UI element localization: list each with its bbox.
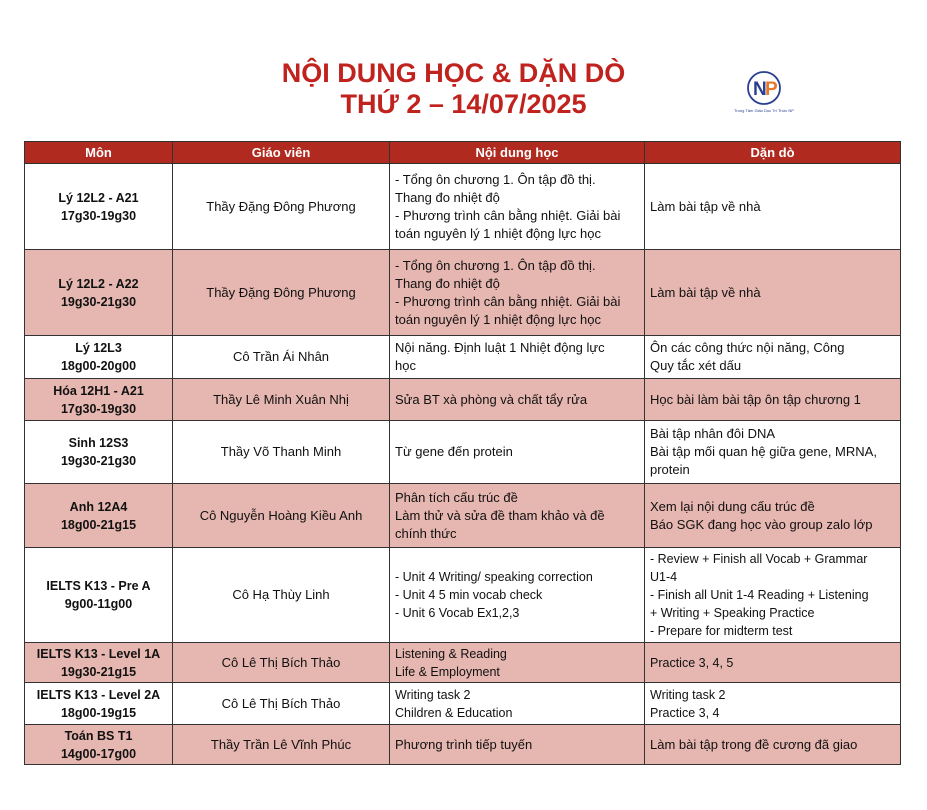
np-logo (734, 68, 798, 118)
table-row (25, 250, 901, 336)
subject-cell (25, 379, 173, 421)
teacher-cell: Thầy Lê Minh Xuân Nhị (173, 379, 390, 421)
subject-time: 18g00-19g15 (60, 705, 137, 720)
table-row (25, 643, 901, 683)
header-teacher: Giáo viên (173, 142, 390, 164)
content-line: Thang đo nhiệt độ (395, 275, 500, 291)
teacher-cell: Thầy Trần Lê Vĩnh Phúc (173, 725, 390, 765)
teacher-cell: Thầy Võ Thanh Minh (173, 421, 390, 484)
subject-time: 17g30-19g30 (60, 401, 137, 416)
content-line: toán nguyên lý 1 nhiệt động lực học (395, 311, 602, 327)
table-row (25, 683, 901, 725)
table-header-row (25, 142, 901, 164)
subject-cell (25, 643, 173, 683)
teacher-cell: Thầy Đặng Đông Phương (173, 164, 390, 250)
homework-line: Làm bài tập trong đề cương đã giao (650, 736, 858, 752)
subject-time: 9g00-11g00 (64, 597, 133, 611)
subject-time: 19g30-21g30 (60, 294, 137, 309)
table-row (25, 336, 901, 379)
subject-name: Lý 12L2 - A22 (58, 276, 139, 291)
homework-line: Bài tập mối quan hệ giữa gene, MRNA, (650, 444, 877, 459)
subject-cell (25, 548, 173, 643)
content-line: Thang đo nhiệt độ (395, 189, 500, 205)
svg-text:P: P (765, 79, 778, 100)
teacher-cell: Cô Lê Thị Bích Thảo (173, 683, 390, 725)
content-cell (390, 250, 645, 336)
svg-text:N: N (753, 79, 767, 100)
content-line: Sửa BT xà phòng và chất tẩy rửa (395, 391, 588, 407)
homework-line: Quy tắc xét dấu (650, 358, 742, 373)
content-cell (390, 421, 645, 484)
content-line: - Phương trình cân bằng nhiệt. Giải bài (395, 293, 621, 309)
homework-line: U1-4 (650, 570, 678, 584)
table-row (25, 421, 901, 484)
subject-time: 18g00-20g00 (60, 359, 137, 373)
content-line: Từ gene đến protein (395, 444, 513, 459)
homework-cell (645, 643, 901, 683)
content-cell (390, 336, 645, 379)
content-cell (390, 683, 645, 725)
content-line: Nội năng. Định luật 1 Nhiệt động lực (395, 340, 605, 355)
content-line: Phương trình tiếp tuyến (395, 736, 533, 752)
subject-time: 14g00-17g00 (60, 746, 137, 761)
content-cell (390, 379, 645, 421)
subject-name: Toán BS T1 (64, 728, 133, 743)
subject-cell (25, 164, 173, 250)
homework-line: Practice 3, 4, 5 (650, 655, 734, 670)
subject-name: Lý 12L3 (75, 341, 122, 355)
header-subject: Môn (25, 142, 173, 164)
content-line: Children & Education (395, 705, 513, 720)
homework-line: protein (650, 462, 690, 477)
title-line-1: NỘI DUNG HỌC & DẶN DÒ (281, 58, 626, 88)
teacher-cell: Cô Hạ Thùy Linh (173, 548, 390, 643)
content-line: toán nguyên lý 1 nhiệt động lực học (395, 225, 602, 241)
title-line-2: THỨ 2 – 14/07/2025 (340, 89, 587, 119)
subject-cell (25, 421, 173, 484)
homework-cell (645, 548, 901, 643)
subject-time: 19g30-21g15 (60, 664, 137, 679)
header-homework: Dặn dò (645, 142, 901, 164)
homework-cell (645, 250, 901, 336)
homework-line: Ôn các công thức nội năng, Công (650, 340, 845, 355)
subject-name: IELTS K13 - Level 1A (36, 646, 161, 661)
content-cell (390, 548, 645, 643)
subject-cell (25, 250, 173, 336)
homework-cell (645, 725, 901, 765)
homework-line: - Review + Finish all Vocab + Grammar (650, 552, 868, 566)
table-row (25, 484, 901, 548)
homework-line: - Finish all Unit 1-4 Reading + Listening (650, 588, 869, 602)
content-line: Phân tích cấu trúc đề (395, 489, 518, 505)
subject-time: 17g30-19g30 (60, 208, 137, 223)
homework-line: - Prepare for midterm test (650, 624, 793, 638)
homework-line: Làm bài tập về nhà (650, 284, 761, 300)
homework-cell (645, 164, 901, 250)
homework-cell (645, 421, 901, 484)
content-line: - Tổng ôn chương 1. Ôn tập đồ thị. (395, 171, 596, 187)
subject-name: IELTS K13 - Pre A (46, 579, 151, 593)
subject-name: Hóa 12H1 - A21 (53, 383, 144, 398)
subject-time: 18g00-21g15 (60, 517, 137, 532)
subject-name: IELTS K13 - Level 2A (36, 687, 161, 702)
content-line: - Unit 6 Vocab Ex1,2,3 (395, 606, 520, 620)
content-cell (390, 643, 645, 683)
subject-time: 19g30-21g30 (60, 454, 137, 468)
subject-cell (25, 725, 173, 765)
homework-cell (645, 484, 901, 548)
table-row (25, 725, 901, 765)
homework-line: Học bài làm bài tập ôn tập chương 1 (650, 391, 861, 407)
homework-cell (645, 336, 901, 379)
content-cell (390, 725, 645, 765)
schedule-table (24, 141, 901, 765)
table-row (25, 548, 901, 643)
subject-name: Sinh 12S3 (68, 436, 129, 450)
table-row (25, 379, 901, 421)
homework-line: Báo SGK đang học vào group zalo lớp (650, 516, 873, 532)
homework-line: Bài tập nhân đôi DNA (650, 426, 776, 441)
content-line: - Unit 4 5 min vocab check (395, 588, 543, 602)
content-line: Listening & Reading (395, 646, 507, 661)
content-line: Làm thử và sửa đề tham khảo và đề (395, 507, 605, 523)
homework-line: Xem lại nội dung cấu trúc đề (650, 498, 815, 514)
content-line: - Unit 4 Writing/ speaking correction (395, 570, 593, 584)
subject-cell (25, 484, 173, 548)
homework-line: Writing task 2 (650, 687, 726, 702)
homework-line: Practice 3, 4 (650, 705, 720, 720)
content-line: - Phương trình cân bằng nhiệt. Giải bài (395, 207, 621, 223)
homework-line: Làm bài tập về nhà (650, 198, 761, 214)
content-line: Life & Employment (395, 664, 500, 679)
subject-cell (25, 683, 173, 725)
content-line: - Tổng ôn chương 1. Ôn tập đồ thị. (395, 257, 596, 273)
subject-name: Anh 12A4 (69, 499, 128, 514)
teacher-cell: Cô Trần Ái Nhân (173, 336, 390, 379)
homework-cell (645, 379, 901, 421)
subject-name: Lý 12L2 - A21 (58, 190, 139, 205)
teacher-cell: Cô Nguyễn Hoàng Kiều Anh (173, 484, 390, 548)
teacher-cell: Thầy Đặng Đông Phương (173, 250, 390, 336)
content-line: Writing task 2 (395, 687, 471, 702)
content-cell (390, 484, 645, 548)
header-content: Nội dung học (390, 142, 645, 164)
homework-cell (645, 683, 901, 725)
content-line: chính thức (395, 525, 457, 541)
logo-caption: Trung Tâm Giáo Dục Trí Thức NP (734, 108, 794, 113)
subject-cell (25, 336, 173, 379)
table-row (25, 164, 901, 250)
teacher-cell: Cô Lê Thị Bích Thảo (173, 643, 390, 683)
content-line: học (395, 358, 416, 373)
content-cell (390, 164, 645, 250)
homework-line: + Writing + Speaking Practice (650, 606, 815, 620)
